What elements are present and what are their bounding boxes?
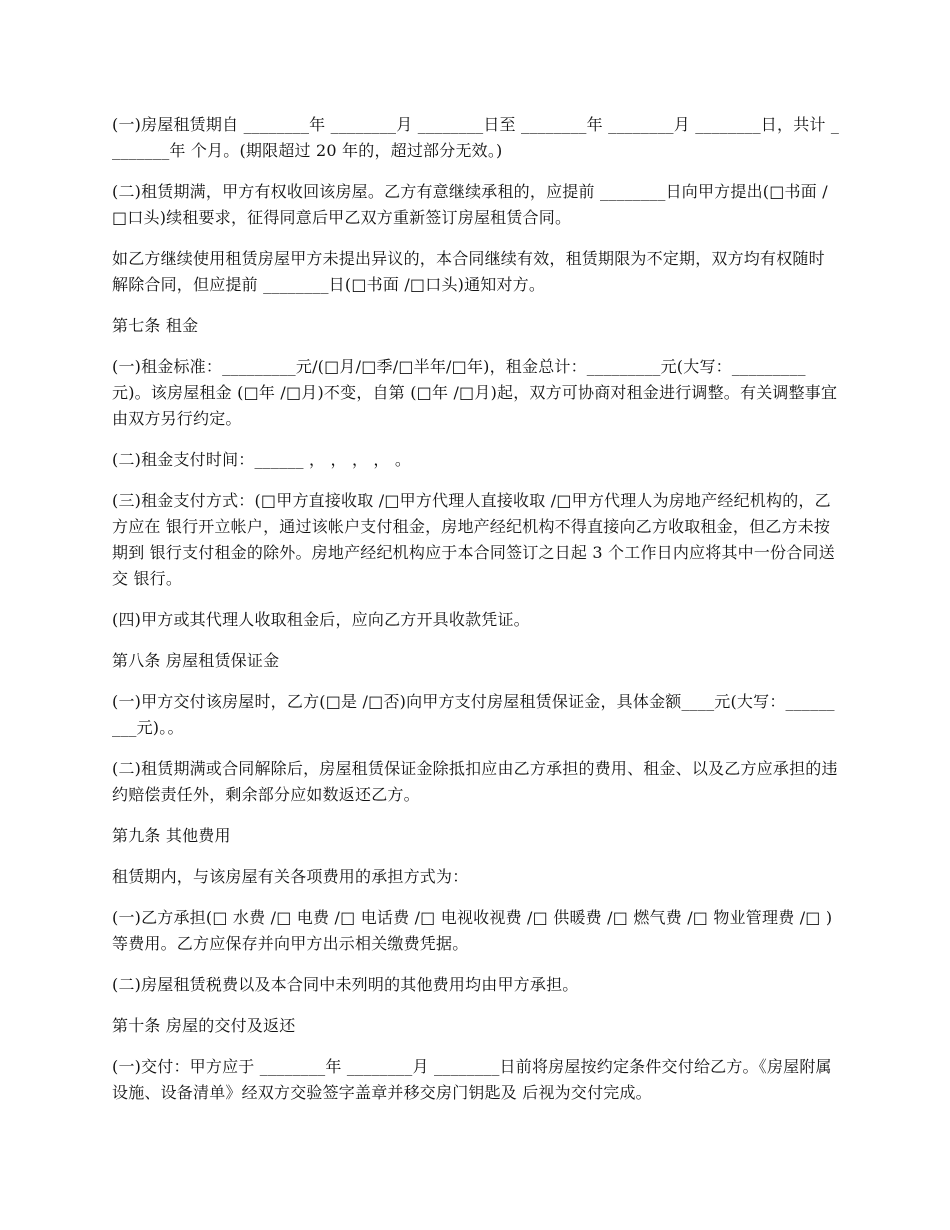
rent-receipt-paragraph: (四)甲方或其代理人收取租金后，应向乙方开具收款凭证。 (112, 610, 530, 629)
handover-paragraph: (一)交付：甲方应于 ________年 ________月 ________日前将房屋按约定条件交付给乙方。《房屋附属设施、设备清单》经双方交验签字盖章并移交房门钥匙及 后视为交付完成。 (112, 1057, 832, 1102)
document-page (112, 112, 840, 1121)
section-heading-article-8: 第八条 房屋租赁保证金 (112, 651, 280, 670)
lease-continuation-paragraph: 如乙方继续使用租赁房屋甲方未提出异议的，本合同继续有效，租赁期限为不定期，双方均有权随时解除合同，但应提前 ________日(□书面 /□口头)通知对方。 (112, 249, 825, 294)
section-heading-article-9: 第九条 其他费用 (112, 826, 231, 845)
rent-payment-method-paragraph: (三)租金支付方式：(□甲方直接收取 /□甲方代理人直接收取 /□甲方代理人为房地产经纪机构的，乙方应在 银行开立帐户，通过该帐户支付租金，房地产经纪机构不得直接向乙方收取租金，但乙方未按期到 银行支付租金的除外。房地产经纪机构应于本合同签订之日起 3 个工作日内应将其中一份合同送交 银行。 (112, 491, 835, 588)
lease-renewal-paragraph: (二)租赁期满，甲方有权收回该房屋。乙方有意继续承租的，应提前 ________日向甲方提出(□书面 /□口头)续租要求，征得同意后甲乙双方重新签订房屋租赁合同。 (112, 182, 828, 227)
section-heading-article-10: 第十条 房屋的交付及返还 (112, 1016, 296, 1035)
landlord-fees-paragraph: (二)房屋租赁税费以及本合同中未列明的其他费用均由甲方承担。 (112, 975, 579, 994)
deposit-refund-paragraph: (二)租赁期满或合同解除后，房屋租赁保证金除抵扣应由乙方承担的费用、租金、以及乙方应承担的违约赔偿责任外，剩余部分应如数返还乙方。 (112, 759, 838, 804)
rent-standard-paragraph: (一)租金标准：_________元/(□月/□季/□半年/□年)，租金总计：_________元(大写：_________元)。该房屋租金 (□年 /□月)不变，自第 (□年 /□月)起，双方可协商对租金进行调整。有关调整事宜由双方另行约定。 (112, 357, 838, 428)
tenant-fees-paragraph: (一)乙方承担(□ 水费 /□ 电费 /□ 电话费 /□ 电视收视费 /□ 供暖费 /□ 燃气费 /□ 物业管理费 /□ )等费用。乙方应保存并向甲方出示相关缴费凭据。 (112, 908, 833, 953)
section-heading-article-7: 第七条 租金 (112, 316, 199, 335)
deposit-payment-paragraph: (一)甲方交付该房屋时，乙方(□是 /□否)向甲方支付房屋租赁保证金，具体金额____元(大写：_________元)。。 (112, 692, 835, 737)
fees-intro-paragraph: 租赁期内，与该房屋有关各项费用的承担方式为： (112, 867, 469, 886)
rent-payment-time-paragraph: (二)租金支付时间：______ ， ， ， ， 。 (112, 450, 412, 469)
lease-term-paragraph: (一)房屋租赁期自 ________年 ________月 ________日至 ________年 ________月 ________日，共计 ________年 个月。(期限超过 20 年的，超过部分无效。) (112, 115, 840, 160)
